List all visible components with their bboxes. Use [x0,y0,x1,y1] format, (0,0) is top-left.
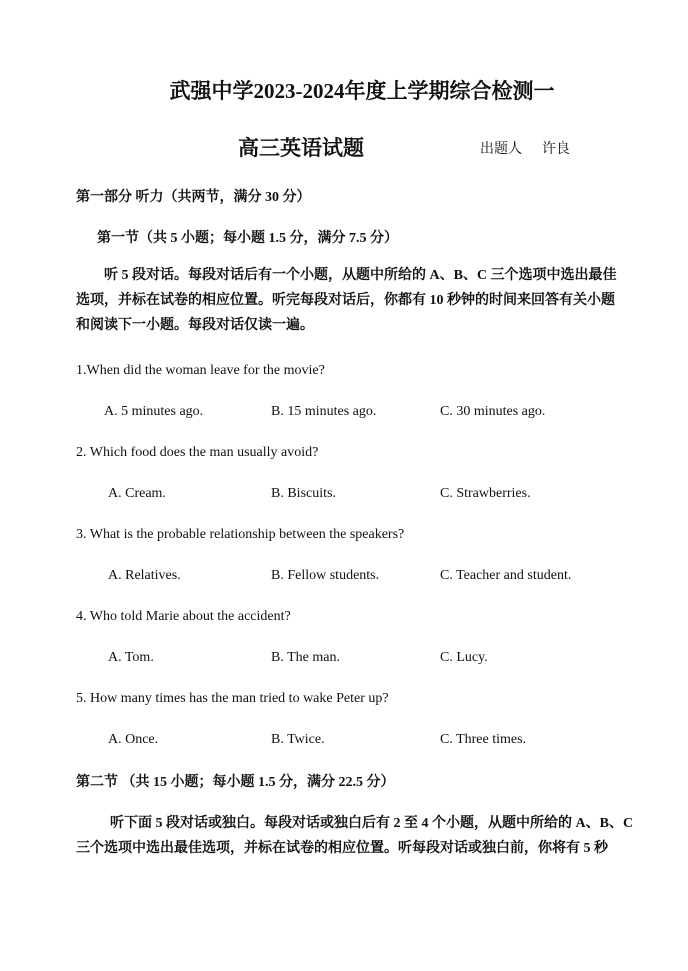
question-1-option-b: B. 15 minutes ago. [271,404,377,419]
section1-instruction-line: 和阅读下一小题。每段对话仅读一遍。 [76,318,314,333]
section2-instruction-line: 三个选项中选出最佳选项，并标在试卷的相应位置。听每段对话或独白前，你将有 5 秒 [76,841,608,856]
question-2-option-b: B. Biscuits. [271,486,336,501]
question-5-option-b: B. Twice. [271,732,325,747]
question-4: 4. Who told Marie about the accident? [76,609,291,624]
question-5-option-c: C. Three times. [440,732,527,747]
author-name: 许良 [542,142,570,157]
part1-heading: 第一部分 听力（共两节，满分 30 分） [76,190,311,205]
section1-instruction-line: 听 5 段对话。每段对话后有一个小题，从题中所给的 A、B、C 三个选项中选出最佳 [104,268,617,283]
author-label: 出题人 [480,142,522,157]
question-3-option-a: A. Relatives. [108,568,181,583]
question-2: 2. Which food does the man usually avoid? [76,445,319,460]
question-1-option-c: C. 30 minutes ago. [440,404,546,419]
question-4-option-a: A. Tom. [108,650,154,665]
section1-instruction-line: 选项，并标在试卷的相应位置。听完每段对话后，你都有 10 秒钟的时间来回答有关小题 [76,293,615,308]
question-4-option-c: C. Lucy. [440,650,488,665]
question-1: 1.When did the woman leave for the movie? [76,363,325,378]
question-2-option-a: A. Cream. [108,486,166,501]
exam-title: 武强中学2023-2024年度上学期综合检测一 [169,79,555,103]
section2-heading: 第二节 （共 15 小题；每小题 1.5 分，满分 22.5 分） [76,775,395,790]
question-3-option-c: C. Teacher and student. [440,568,572,583]
question-4-option-b: B. The man. [271,650,340,665]
section1-heading: 第一节（共 5 小题；每小题 1.5 分，满分 7.5 分） [97,231,398,246]
question-3: 3. What is the probable relationship between the speakers? [76,527,405,542]
question-5: 5. How many times has the man tried to wake Peter up? [76,691,389,706]
question-1-option-a: A. 5 minutes ago. [104,404,204,419]
question-2-option-c: C. Strawberries. [440,486,531,501]
section2-instruction-line: 听下面 5 段对话或独白。每段对话或独白后有 2 至 4 个小题，从题中所给的 A、B、C [110,816,634,831]
exam-subtitle: 高三英语试题 [238,136,364,160]
question-3-option-b: B. Fellow students. [271,568,380,583]
question-5-option-a: A. Once. [108,732,159,747]
